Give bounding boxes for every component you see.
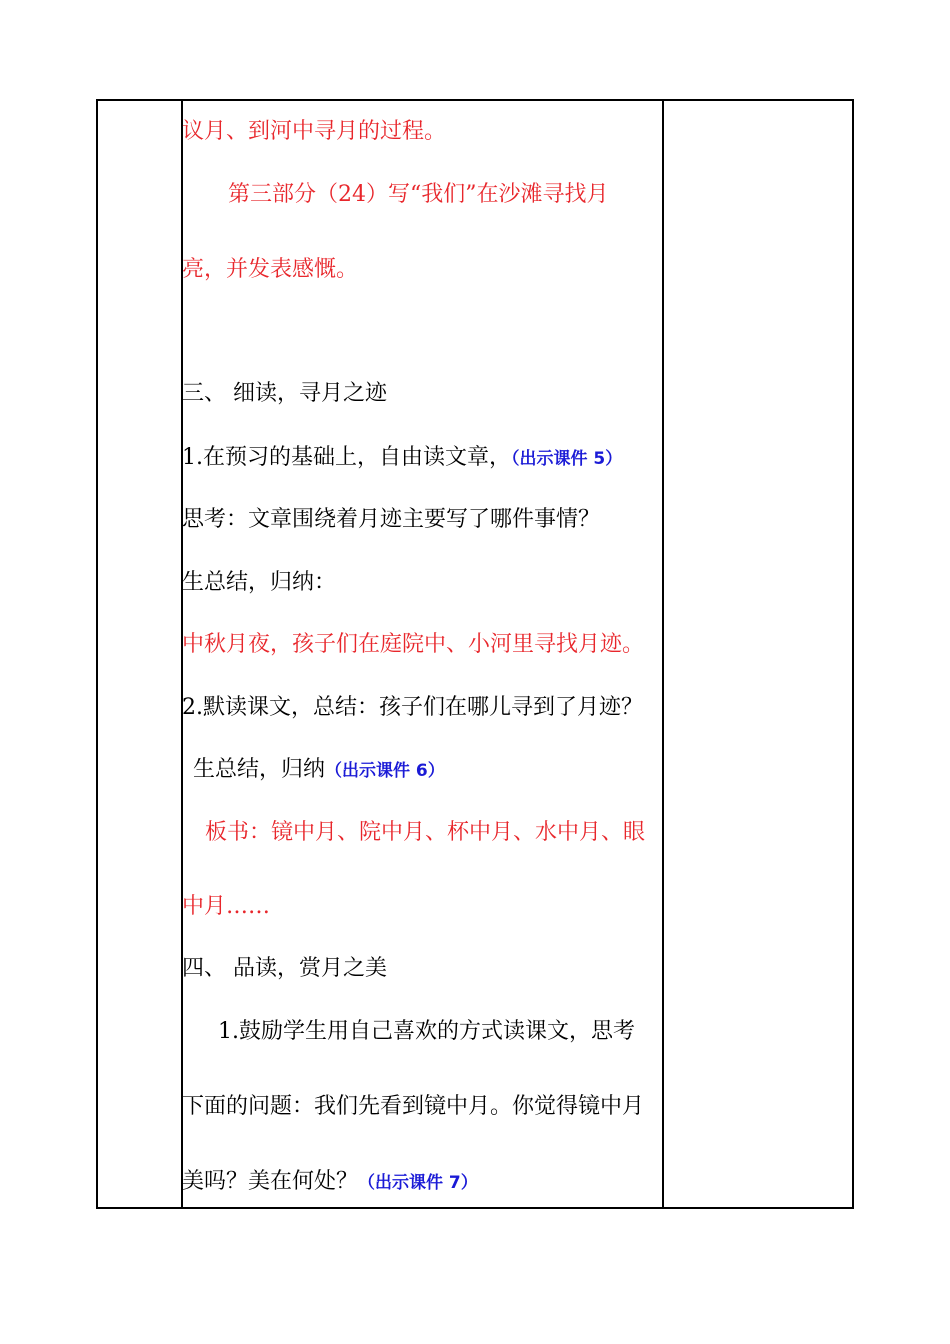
text-line: 议月、到河中寻月的过程。 (182, 119, 447, 144)
text-line: 中月…… (182, 894, 271, 919)
courseware-note: （出示课件 5） (511, 449, 623, 469)
section-heading-4: 四、 品读，赏月之美 (182, 956, 387, 981)
text-line (193, 752, 445, 783)
text-line: 2.默读课文，总结：孩子们在哪儿寻到了月迹？ (182, 695, 643, 720)
text-line: 第三部分（24）写“我们”在沙滩寻找月 (228, 182, 609, 207)
text-line-body: 生总结，归纳 (193, 757, 326, 782)
text-line (182, 440, 622, 471)
text-line: 思考：文章围绕着月迹主要写了哪件事情？ (182, 507, 601, 532)
text-line-body: 美吗？美在何处？ (182, 1169, 359, 1194)
courseware-note: （出示课件 7） (358, 1173, 478, 1193)
blackboard-line: 板书：镜中月、院中月、杯中月、水中月、眼 (205, 820, 646, 845)
text-line: 生总结，归纳： (182, 570, 337, 595)
text-line: 亮，并发表感慨。 (182, 257, 359, 282)
courseware-note: （出示课件 6） (325, 761, 445, 781)
section-heading-3: 三、 细读，寻月之迹 (182, 381, 387, 406)
text-line (182, 1164, 478, 1195)
column-divider-right (662, 101, 664, 1207)
text-line: 中秋月夜，孩子们在庭院中、小河里寻找月迹。 (182, 632, 645, 657)
text-line: 下面的问题：我们先看到镜中月。你觉得镜中月 (182, 1094, 645, 1119)
text-line-body: 1.在预习的基础上，自由读文章， (182, 445, 511, 470)
text-line: 1.鼓励学生用自己喜欢的方式读课文，思考 (218, 1019, 635, 1044)
